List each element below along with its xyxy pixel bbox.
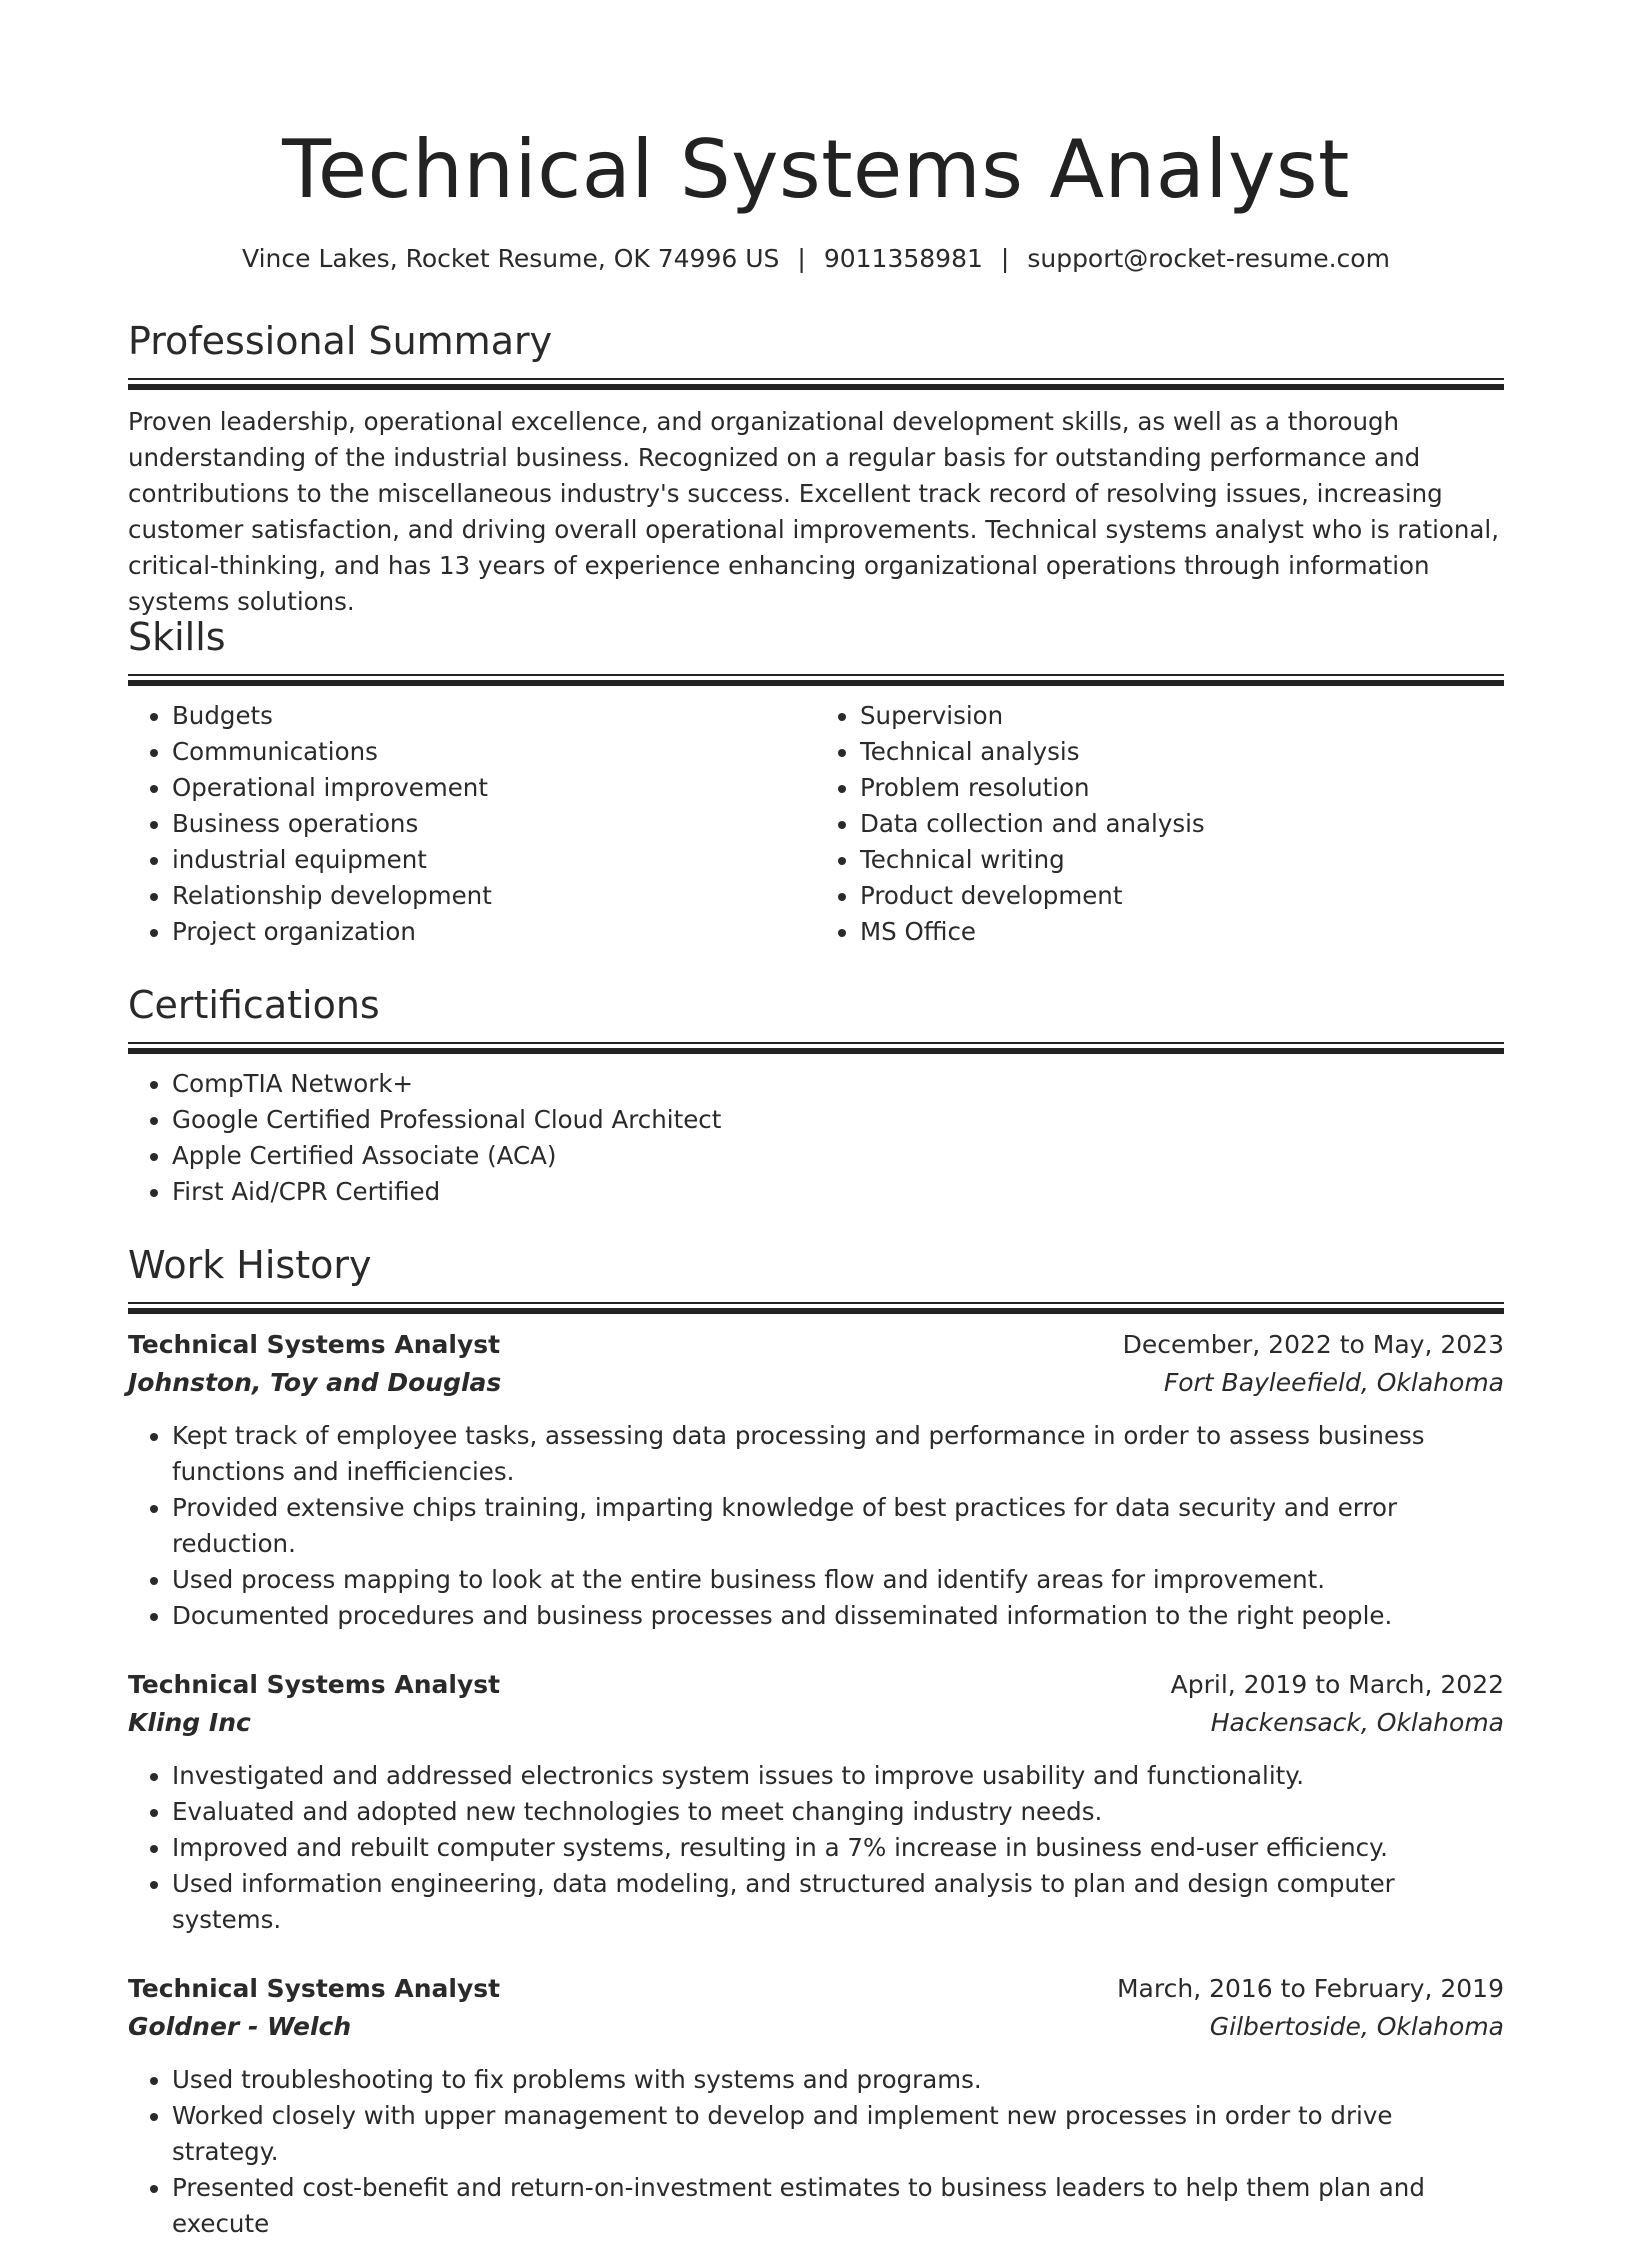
job-bullets [128,2062,1504,2242]
skill-item: • Technical analysis [860,734,1504,770]
job-entry [128,1666,1504,1938]
job-bullet: • Used troubleshooting to fix problems with systems and programs. [172,2062,1504,2098]
job-dates: December, 2022 to May, 2023 [1122,1330,1504,1359]
skill-item: • Supervision [860,698,1504,734]
skill-item: • Technical writing [860,842,1504,878]
job-location: Gilbertoside, Oklahoma [1209,2012,1504,2041]
job-location: Fort Bayleefield, Oklahoma [1163,1368,1504,1397]
job-bullets [128,1418,1504,1634]
job-company: Goldner - Welch [128,2012,352,2041]
skill-item: • Relationship development [172,878,816,914]
certification-item: • CompTIA Network+ [172,1066,1504,1102]
certifications-section [128,982,1504,1210]
job-company-row [128,1704,1504,1742]
section-title-skills: Skills [128,615,226,659]
job-company-row [128,1364,1504,1402]
job-bullet: • Provided extensive chips training, imparting knowledge of best practices for data security and error reduction. [172,1490,1504,1562]
job-title: Technical Systems Analyst [128,1974,501,2003]
job-location: Hackensack, Oklahoma [1210,1708,1504,1737]
job-bullet: • Investigated and addressed electronics system issues to improve usability and functionality. [172,1758,1504,1794]
skill-item: • MS Office [860,914,1504,950]
skills-list-right [816,698,1504,950]
section-title-summary: Professional Summary [128,319,553,363]
certification-item: • Apple Certified Associate (ACA) [172,1138,1504,1174]
skill-item: • Problem resolution [860,770,1504,806]
section-divider [128,378,1504,388]
job-company: Kling Inc [128,1708,251,1737]
certifications-list [128,1066,1504,1210]
skill-item: • Product development [860,878,1504,914]
contact-line [128,242,1504,276]
section-divider [128,674,1504,684]
section-title-certifications: Certifications [128,983,380,1027]
section-title-work-history: Work History [128,1243,372,1287]
job-company: Johnston, Toy and Douglas [128,1368,502,1397]
section-divider [128,1042,1504,1052]
job-bullet: • Evaluated and adopted new technologies to meet changing industry needs. [172,1794,1504,1830]
job-entry [128,1970,1504,2242]
section-divider [128,1302,1504,1312]
job-bullet: • Improved and rebuilt computer systems, resulting in a 7% increase in business end-user efficiency. [172,1830,1504,1866]
skills-list-left [128,698,816,950]
summary-text: Proven leadership, operational excellence, and organizational development skills, as well as a thorough understanding of the industrial business. Recognized on a regular basis for outstanding performance and contributions to the miscellaneous industry's success. Excellent track record of resolving issues, increasing customer satisfaction, and driving overall operational improvements. Technical systems analyst who is rational, critical-thinking, and has 13 years of experience enhancing organizational operations through information systems solutions. [128,407,1499,616]
summary-section [128,318,1504,645]
job-dates: April, 2019 to March, 2022 [1170,1670,1504,1699]
job-bullet: • Documented procedures and business processes and disseminated information to the right people. [172,1598,1504,1634]
job-title: Technical Systems Analyst [128,1330,501,1359]
job-bullet: • Used process mapping to look at the entire business flow and identify areas for improvement. [172,1562,1504,1598]
skill-item: • Communications [172,734,816,770]
contact-separator: | [1000,244,1010,273]
skill-item: • Operational improvement [172,770,816,806]
job-bullets [128,1758,1504,1938]
job-header-row [128,1970,1504,2008]
job-header-row [128,1326,1504,1364]
contact-email: support@rocket-resume.com [1027,244,1390,273]
job-title: Technical Systems Analyst [128,1670,501,1699]
certification-item: • First Aid/CPR Certified [172,1174,1504,1210]
skills-section [128,614,1504,950]
skill-item: • Business operations [172,806,816,842]
job-dates: March, 2016 to February, 2019 [1116,1974,1504,2003]
skill-item: • industrial equipment [172,842,816,878]
contact-separator: | [797,244,806,273]
resume-title: Technical Systems Analyst [282,123,1350,216]
contact-phone: 9011358981 [823,244,983,273]
skills-columns [128,698,1504,950]
skill-item: • Project organization [172,914,816,950]
job-bullet: • Presented cost-benefit and return-on-investment estimates to business leaders to help them plan and execute [172,2170,1504,2242]
job-bullet: • Worked closely with upper management to develop and implement new processes in order to drive strategy. [172,2098,1504,2170]
work-history-section [128,1242,1504,2242]
job-entry [128,1326,1504,1634]
job-bullet: • Used information engineering, data modeling, and structured analysis to plan and design computer systems. [172,1866,1504,1938]
job-bullet: • Kept track of employee tasks, assessing data processing and performance in order to assess business functions and inefficiencies. [172,1418,1504,1490]
skill-item: • Data collection and analysis [860,806,1504,842]
contact-address: Vince Lakes, Rocket Resume, OK 74996 US [242,244,780,273]
certification-item: • Google Certified Professional Cloud Architect [172,1102,1504,1138]
skill-item: • Budgets [172,698,816,734]
job-header-row [128,1666,1504,1704]
job-company-row [128,2008,1504,2046]
